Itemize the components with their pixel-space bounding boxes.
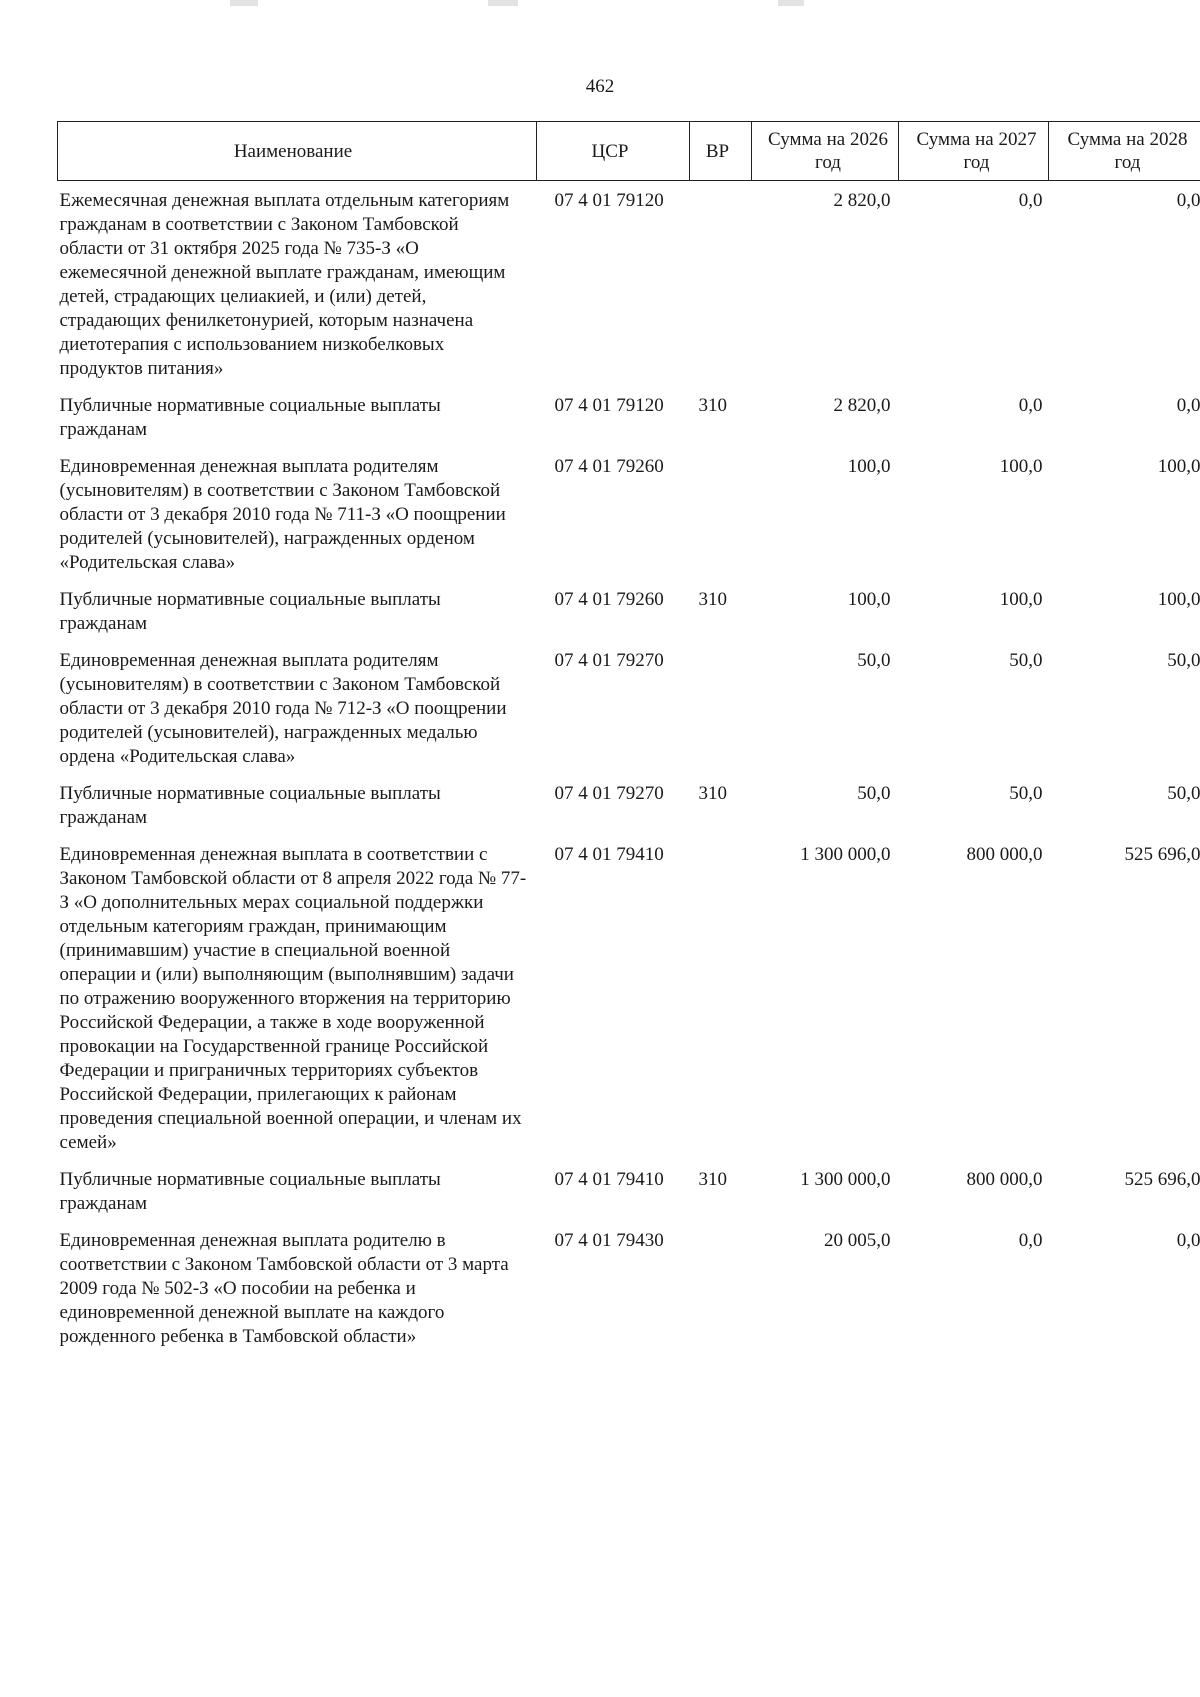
row-sum-2028: 100,0 (1157, 589, 1200, 610)
row-sum-2026: 20 005,0 (824, 1230, 891, 1251)
row-name: Ежемесячная денежная выплата отдельным категориям гражданам в соответствии с Законом Тамбовской области от 31 октября 2025 года № 735-З «О ежемесячной денежной выплате гражданам, имеющим детей, страдающих целиакией, и (или) детей, страдающих фенилкетонурией, которым назначена диетотерапия с использованием низкобелковых продуктов питания» (59, 190, 510, 379)
table-row (58, 1221, 1200, 1354)
row-vr (690, 1221, 752, 1354)
row-sum-2026: 50,0 (857, 650, 891, 671)
row-name: Публичные нормативные социальные выплаты гражданам (59, 1169, 441, 1214)
row-sum-2028: 525 696,0 (1124, 1169, 1200, 1190)
row-sum-2027: 50,0 (1009, 783, 1043, 804)
row-name: Единовременная денежная выплата родителям (усыновителям) в соответствии с Законом Тамбовской области от 3 декабря 2010 года № 711-З «О поощрении родителей (усыновителей), награжденных орденом «Родительская слава» (59, 456, 506, 573)
row-csr: 07 4 01 79270 (554, 783, 664, 804)
row-vr: 310 (698, 589, 727, 610)
row-sum-2028: 50,0 (1167, 650, 1200, 671)
header-sum-2027: Сумма на 2027 год (899, 122, 1049, 181)
table-row (58, 835, 1200, 1160)
row-sum-2026: 50,0 (857, 783, 891, 804)
row-csr: 07 4 01 79430 (554, 1230, 664, 1251)
row-name: Публичные нормативные социальные выплаты гражданам (59, 783, 441, 828)
budget-table (57, 121, 1200, 1354)
row-name: Единовременная денежная выплата в соответствии с Законом Тамбовской области от 8 апреля 2022 года № 77-З «О дополнительных мерах социальной поддержки отдельным категориям граждан, принимающим (принимавшим) участие в специальной военной операции и (или) выполняющим (выполнявшим) задачи по отражению вооруженного вторжения на территорию Российской Федерации, а также в ходе вооруженной провокации на Государственной границе Российской Федерации и приграничных территориях субъектов Российской Федерации, прилегающих к районам проведения специальной военной операции, и членам их семей» (59, 844, 527, 1153)
row-vr: 310 (698, 1169, 727, 1190)
row-csr: 07 4 01 79410 (554, 844, 664, 865)
row-sum-2028: 100,0 (1157, 456, 1200, 477)
header-name: Наименование (58, 122, 537, 181)
row-sum-2028: 0,0 (1176, 190, 1200, 211)
row-sum-2028: 0,0 (1176, 395, 1200, 416)
header-sum-2028: Сумма на 2028 год (1049, 122, 1200, 181)
row-csr: 07 4 01 79120 (554, 395, 664, 416)
row-csr: 07 4 01 79260 (554, 589, 664, 610)
scan-artifact (488, 0, 518, 6)
row-vr (690, 835, 752, 1160)
header-csr: ЦСР (537, 122, 690, 181)
header-vr: ВР (690, 122, 752, 181)
row-sum-2028: 0,0 (1176, 1230, 1200, 1251)
row-sum-2026: 2 820,0 (833, 190, 891, 211)
table-row (58, 641, 1200, 774)
row-name: Единовременная денежная выплата родителю в соответствии с Законом Тамбовской области от 3 марта 2009 года № 502-З «О пособии на ребенка и единовременной денежной выплате на каждого рожденного ребенка в Тамбовской области» (59, 1230, 509, 1347)
row-sum-2026: 100,0 (847, 456, 891, 477)
row-name: Публичные нормативные социальные выплаты гражданам (59, 395, 441, 440)
row-vr (690, 447, 752, 580)
table-row (58, 386, 1200, 447)
row-name: Публичные нормативные социальные выплаты гражданам (59, 589, 441, 634)
table-row (58, 447, 1200, 580)
row-csr: 07 4 01 79410 (554, 1169, 664, 1190)
row-vr (690, 641, 752, 774)
table-row (58, 774, 1200, 835)
table-row (58, 1160, 1200, 1221)
scan-artifact (778, 0, 804, 6)
row-sum-2027: 800 000,0 (966, 1169, 1043, 1190)
row-sum-2027: 0,0 (1018, 395, 1043, 416)
row-sum-2027: 800 000,0 (966, 844, 1043, 865)
row-csr: 07 4 01 79260 (554, 456, 664, 477)
table-header-row (58, 122, 1200, 181)
row-csr: 07 4 01 79120 (554, 190, 664, 211)
row-sum-2027: 50,0 (1009, 650, 1043, 671)
scan-artifact (230, 0, 258, 6)
row-name: Единовременная денежная выплата родителям (усыновителям) в соответствии с Законом Тамбовской области от 3 декабря 2010 года № 712-З «О поощрении родителей (усыновителей), награжденных медалью ордена «Родительская слава» (59, 650, 507, 767)
row-sum-2028: 50,0 (1167, 783, 1200, 804)
row-sum-2026: 1 300 000,0 (800, 844, 891, 865)
row-sum-2026: 2 820,0 (833, 395, 891, 416)
row-vr: 310 (698, 395, 727, 416)
page-number: 462 (585, 76, 615, 97)
table-row (58, 181, 1200, 387)
row-sum-2027: 0,0 (1018, 1230, 1043, 1251)
row-vr (690, 181, 752, 387)
row-sum-2026: 100,0 (847, 589, 891, 610)
row-sum-2027: 100,0 (999, 456, 1043, 477)
row-sum-2027: 0,0 (1018, 190, 1043, 211)
row-sum-2026: 1 300 000,0 (800, 1169, 891, 1190)
table-row (58, 580, 1200, 641)
header-sum-2026: Сумма на 2026 год (752, 122, 899, 181)
row-sum-2027: 100,0 (999, 589, 1043, 610)
row-vr: 310 (698, 783, 727, 804)
row-csr: 07 4 01 79270 (554, 650, 664, 671)
row-sum-2028: 525 696,0 (1124, 844, 1200, 865)
